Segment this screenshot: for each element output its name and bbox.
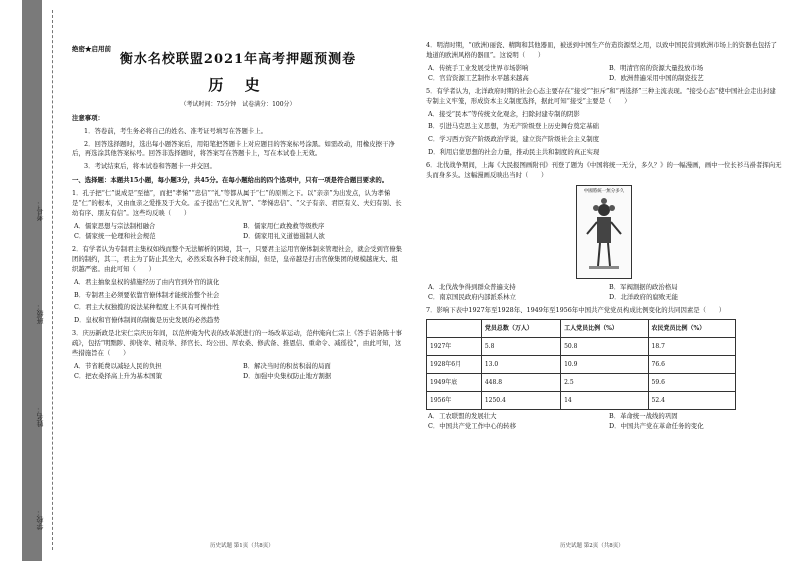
table-header-row — [427, 319, 736, 337]
option-c[interactable]: C．君主大权独揽的说法某种程度上不具有可操作性 — [74, 303, 220, 312]
option-d[interactable]: D．加强中央集权防止地方割据 — [243, 371, 332, 380]
option-c[interactable]: C．把农桑择高上升为基本国策 — [74, 371, 162, 380]
option-d[interactable]: D．儒家用礼义道德遏制人欲 — [243, 231, 325, 240]
question-2-options — [74, 278, 404, 327]
option-c[interactable]: C．中国共产党工作中心的转移 — [428, 421, 516, 430]
page-1 — [68, 0, 410, 561]
notice-item: 3．考试结束后，将本试卷和答题卡一并交回。 — [84, 162, 216, 171]
page-2-footer: 历史试题 第2页（共8页） — [560, 543, 624, 549]
cartoon-figure-icon — [577, 196, 631, 276]
page-2 — [422, 0, 786, 561]
table-cell: 52.4 — [648, 391, 735, 409]
field-school: 学校： — [36, 509, 44, 530]
table-cell: 1928年6月 — [427, 355, 482, 373]
option-a[interactable]: A．传统手工业发展受世界市场影响 — [428, 63, 529, 72]
option-b[interactable]: B．军阀割据的政治格局 — [609, 283, 678, 292]
table-cell: 59.6 — [648, 373, 735, 391]
table-cell: 76.6 — [648, 355, 735, 373]
table-cell: 5.8 — [481, 337, 560, 355]
table-cell: 1949年底 — [427, 373, 482, 391]
option-b[interactable]: B．专制君主必须要依靠官僚体制才能统治整个社会 — [74, 290, 220, 299]
notice-item: 2．回答选择题时，选出每小题答案后，用铅笔把答题卡上对应题目的答案标号涂黑。如需改动，用橡皮擦干净后，再选涂其他答案标号。回答非选择题时，将答案写在答题卡上，写在本试卷上无效。 — [72, 139, 395, 158]
table-cell: 14 — [561, 391, 648, 409]
secret-label: 绝密★启用前 — [72, 45, 111, 53]
question-4-stem: 4．明清时期，“(欧洲)丽瓷、精陶和其他器皿，被送到中国生产仿造资源型之用，以致中国民营到欧洲市场上的资器也包括了地道的欧洲风格的器皿”。这说明（ ） — [426, 41, 778, 59]
table-cell: 448.8 — [481, 373, 560, 391]
option-b[interactable]: B．革命统一战线的巩固 — [609, 411, 678, 420]
option-c[interactable]: C．南京国民政府内部派系林立 — [428, 292, 516, 301]
exam-subject: 历 史 — [208, 76, 268, 95]
question-6-options — [428, 283, 782, 303]
binding-fields — [30, 200, 50, 530]
notice-heading: 注意事项： — [72, 113, 104, 122]
table-row — [427, 391, 736, 409]
table-cell: 1927年 — [427, 337, 482, 355]
question-2-stem: 2．有学者认为专制君主集权如线而整个无法解析的困境，其一，只要君主运用官僚体制来管理社会，就会受到官僚集团的制约，其二，君主为了防止其坐大，必然采取各种手段来削弱，但是，皇帝越是打击官僚集团的规模越庞大、组织越严密。由此可知（ ） — [72, 244, 402, 273]
option-b[interactable]: B．解决当时的积贫积弱的局面 — [243, 362, 331, 371]
table-cell: 13.0 — [481, 355, 560, 373]
option-a[interactable]: A．工农联盟的发展壮大 — [428, 411, 497, 420]
table-cell: 50.8 — [561, 337, 648, 355]
option-d[interactable]: D．利用启蒙思想的社会力量，推动民主共和制度的真正实现 — [428, 148, 600, 157]
table-cell: 1956年 — [427, 391, 482, 409]
question-7-stem: 7．影响下表中1927年至1928年、1949年至1956年中国共产党党员构成比例变化的共同因素是（ ） — [426, 305, 726, 314]
binding-dotted-line — [52, 10, 53, 550]
question-5-stem: 5．有学者认为，北洋政府时期的社会心态主要存在“接受”“拒斥”和“再选择”三种主流表现。“接受心态”使中国社会走出封建专制主义牢笼，形成资本主义制度选择，据此可知“接受”主要是（ ） — [426, 86, 776, 105]
question-7-options — [428, 412, 782, 432]
question-4-options — [428, 64, 782, 84]
question-6-stem: 6．北伐战争期间，上海《大民报图画附刊》刊登了题为《中国将统一无分，多久？》的一幅漫画，画中一位长衫马褂者挥向无头而身多头。这幅漫画反映出当时（ ） — [426, 161, 782, 180]
option-d[interactable]: D．欧洲普遍采用中国的制瓷技艺 — [609, 73, 704, 82]
page-1-footer: 历史试题 第1页（共8页） — [210, 543, 274, 549]
option-b[interactable]: B．引进马克思主义思想，为无产阶级登上历史舞台奠定基础 — [428, 122, 599, 131]
table-header — [427, 319, 482, 337]
option-a[interactable]: A．节省耗费以减轻人民的负担 — [74, 362, 162, 371]
cartoon-caption: 中國將統一無分多久 — [583, 189, 625, 195]
field-name: 姓名： — [36, 406, 44, 427]
table-header: 工人党员比例（%） — [561, 319, 648, 337]
table-cell: 1250.4 — [481, 391, 560, 409]
exam-meta: （考试时间：75分钟 试卷满分：100分） — [180, 101, 296, 109]
table-cell: 10.9 — [561, 355, 648, 373]
option-d[interactable]: D．北洋政府的腐败无能 — [609, 292, 679, 301]
table-cell: 18.7 — [648, 337, 735, 355]
option-d[interactable]: D．中国共产党在革命任务的变化 — [609, 421, 704, 430]
option-a[interactable]: A．接受“民本”等传统文化观念，扫除封建专制的阴影 — [428, 109, 580, 118]
binding-margin — [0, 0, 64, 561]
option-c[interactable]: C．学习西方资产阶级政治学说，建立资产阶级社会主义制度 — [428, 135, 600, 144]
table-header: 农民党员比例（%） — [648, 319, 735, 337]
table-row — [427, 355, 736, 373]
option-a[interactable]: A．北伐战争得到群众普遍支持 — [428, 283, 516, 292]
exam-title: 衡水名校联盟2021年高考押题预测卷 — [119, 52, 357, 67]
field-exam-number: 考号： — [36, 200, 44, 221]
field-class: 班级： — [36, 303, 44, 324]
table-cell: 2.5 — [561, 373, 648, 391]
option-c[interactable]: C．儒家统一伦理和社会规范 — [74, 231, 156, 240]
option-b[interactable]: B．明清官窑的资源大量投放市场 — [609, 63, 704, 72]
question-1-stem: 1．孔子把“仁”说成是“至德”，而把“孝悌”“忠信”“礼”等都从属于“仁”的原则之下。以“亲亲”为出发点，认为孝悌是“仁”的根本，又由血亲之爱推及于大众。孟子提出“仁义礼智”、“孝悌忠信”、“父子有亲、君臣有义、夫妇有别、长幼有序、朋友有信”。这些均反映（ ） — [72, 189, 402, 218]
notice-item: 1．答卷前，考生务必将自己的姓名、准考证号填写在答题卡上。 — [84, 126, 268, 135]
question-5-options — [428, 110, 782, 159]
cartoon-image — [576, 185, 632, 279]
question-1-options — [74, 222, 404, 242]
option-d[interactable]: D．皇权和官僚体制间的制衡是历史发展的必然趋势 — [74, 316, 220, 325]
party-member-table — [426, 319, 736, 410]
question-3-stem: 3．庆历新政是北宋仁宗庆历年间，以范仲淹为代表的改革派进行的一场改革运动，范仲淹向仁宗上《答手诏条陈十事疏》，包括“明黜陟、抑侥幸、精贡举、择官长、均公田、厚农桑、修武备、推恩信、重命令、减徭役”，由此可知，这些措施旨在（ ） — [72, 329, 402, 358]
option-a[interactable]: A．君主抽象皇权的措施经历了由内官到外官的演化 — [74, 277, 220, 286]
table-row — [427, 373, 736, 391]
table-header: 党员总数（万人） — [481, 319, 560, 337]
option-a[interactable]: A．儒家思想与宗法制相融合 — [74, 221, 156, 230]
section-heading: 一、选择题：本题共15小题，每小题3分，共45分。在每小题给出的四个选项中，只有一项是符合题目要求的。 — [72, 176, 389, 185]
table-row — [427, 337, 736, 355]
option-b[interactable]: B．儒家用仁政挽救等级秩序 — [243, 221, 325, 230]
option-c[interactable]: C．官营资源工艺制作水平越来越高 — [428, 73, 529, 82]
question-3-options — [74, 362, 404, 382]
